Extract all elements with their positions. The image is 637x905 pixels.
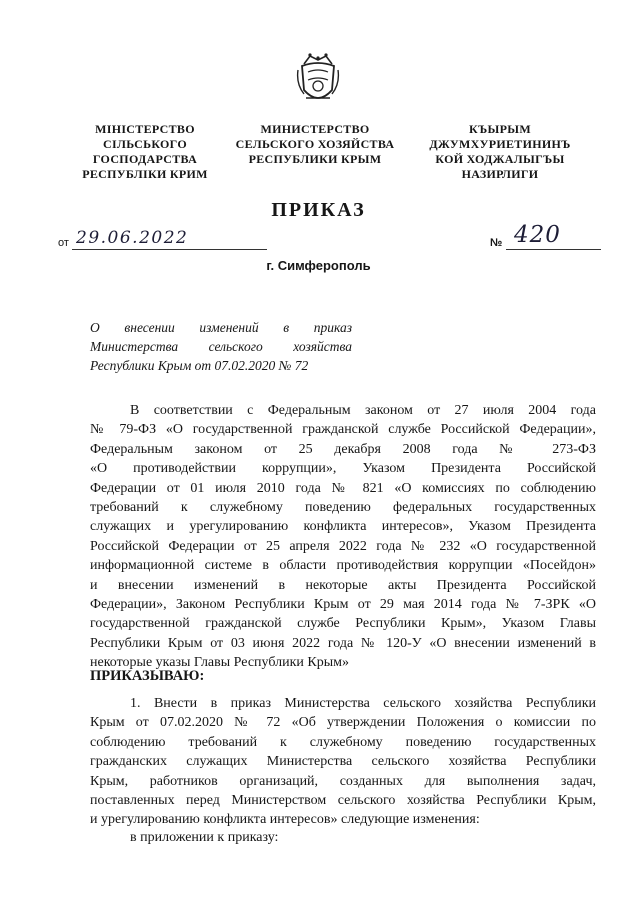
preamble-line: государственной гражданской службе Республики Крым», Указом Главы [90,616,596,632]
date-underline [72,249,267,250]
preamble-line: Республики Крым от 03 июня 2022 года № 120-У «О внесении изменений в [90,635,596,651]
item-line: и урегулированию конфликта интересов» следующие изменения: [90,812,480,828]
subject-line: О внесении изменений в приказ [90,320,352,335]
preamble-line: некоторые указы Главы Республики Крым» [90,655,349,671]
order-subject [90,318,352,375]
order-item-1 [90,694,596,830]
preamble-line: № 79-ФЗ «О государственной гражданской службе Российской Федерации», [90,422,596,438]
preamble-line: Российской Федерации от 25 апреля 2022 года № 232 «О государственной [90,538,596,554]
preamble-line: Федерации», Законом Республики Крым от 29 мая 2014 года № 7-ЗРК «О [90,597,596,613]
header-ru-line: СЕЛЬСКОГО ХОЗЯЙСТВА [235,137,395,151]
item-line: 1. Внести в приказ Министерства сельского хозяйства Республики [130,696,596,711]
subject-line: Министерства сельского хозяйства [90,339,352,354]
header-ru-line: РЕСПУБЛИКИ КРЫМ [248,152,382,166]
header-crh-line: КЪЫРЫМ [469,122,531,136]
header-uk-line: ГОСПОДАРСТВА [92,152,198,166]
coat-of-arms-icon [296,50,340,110]
order-directive: ПРИКАЗЫВАЮ: [90,668,205,684]
preamble-line: В соответствии с Федеральным законом от 27 июля 2004 года [130,403,596,418]
subject-line: Республики Крым от 07.02.2020 № 72 [90,358,309,373]
header-crh-line: НАЗИРЛИГИ [461,167,539,181]
preamble-line: служащих и урегулированию конфликта интересов», Указом Президента [90,519,596,535]
ministry-name-crimean-tatar [420,122,580,182]
number-label: № [490,237,503,249]
header-ru-line: МИНИСТЕРСТВО [260,122,370,136]
preamble-line: Федеральным законом от 25 декабря 2008 года № 273-ФЗ [90,441,596,457]
date-label: от [58,237,69,249]
item-line: поставленных перед Министерством сельского хозяйства Республики Крым, [90,793,596,809]
preamble-line: требований к служебному поведению федеральных государственных [90,500,596,516]
preamble-line: и внесении изменений в некоторые акты Президента Российской [90,577,596,593]
handwritten-date: 29.06.2022 [76,228,189,248]
document-title: ПРИКАЗ [271,199,366,221]
preamble [90,401,596,673]
item-line: Крым, работников организаций, созданных для выполнения задач, [90,773,596,789]
preamble-line: «О противодействии коррупции», Указом Президента Российской [90,461,596,477]
number-underline [506,249,601,250]
item-line: гражданских служащих Министерства сельского хозяйства Республики [90,754,596,770]
preamble-line: информационной системе в области противодействия коррупции «Посейдон» [90,558,596,574]
header-uk-line: РЕСПУБЛІКИ КРИМ [82,167,208,181]
header-crh-line: ДЖУМХУРИЕТИНИНЪ [429,137,571,151]
item-line: соблюдению требований к служебному поведению государственных [90,734,596,750]
header-crh-line: КОЙ ХОДЖАЛЫГЪЫ [435,152,565,166]
header-uk-line: МІНІСТЕРСТВО [95,122,195,136]
item-line: Крым от 07.02.2020 № 72 «Об утверждении Положения о комиссии по [90,715,596,731]
header-uk-line: СІЛЬСЬКОГО [103,137,187,151]
sub-item-text: в приложении к приказу: [130,830,279,845]
city: г. Симферополь [266,258,371,273]
handwritten-number: 420 [514,222,561,248]
ministry-name-russian [225,122,405,167]
ministry-name-ukrainian [70,122,220,182]
preamble-line: Федерации от 01 июля 2010 года № 821 «О комиссиях по соблюдению [90,480,596,496]
